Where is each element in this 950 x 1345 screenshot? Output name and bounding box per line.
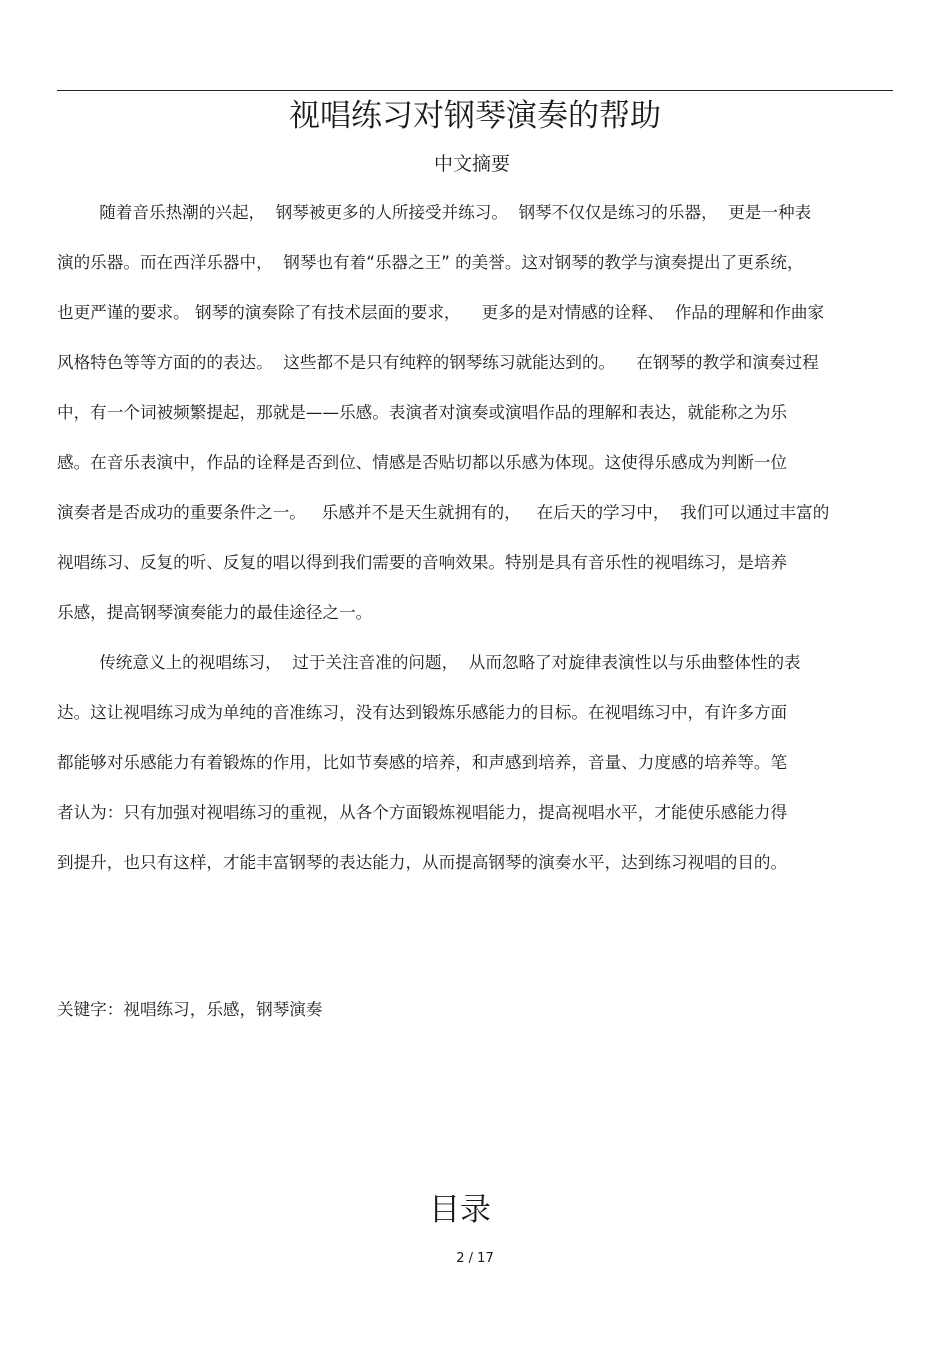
text-line: 随着音乐热潮的兴起， 钢琴被更多的人所接受并练习。 钢琴不仅仅是练习的乐器， 更是一种表 [57,203,812,222]
text-line: 演的乐器。而在西洋乐器中， 钢琴也有着“乐器之王” 的美誉。这对钢琴的教学与演奏提出了更系统， [57,253,804,272]
text-line: 传统意义上的视唱练习， 过于关注音准的问题， 从而忽略了对旋律表演性以与乐曲整体性的表 [57,653,801,672]
text-line: 感。在音乐表演中，作品的诠释是否到位、情感是否贴切都以乐感为体现。这使得乐感成为判断一位 [57,453,788,472]
page-number: 2 / 17 [456,1251,494,1266]
text-line: 演奏者是否成功的重要条件之一。 乐感并不是天生就拥有的， 在后天的学习中， 我们可以通过丰富的 [57,503,830,522]
abstract-heading: 中文摘要 [433,153,510,175]
text-line: 也更严谨的要求。 钢琴的演奏除了有技术层面的要求， 更多的是对情感的诠释、 作品的理解和作曲家 [57,303,825,322]
text-line: 视唱练习、反复的听、反复的唱以得到我们需要的音响效果。特别是具有音乐性的视唱练习，是培养 [57,553,788,572]
text-line: 乐感，提高钢琴演奏能力的最佳途径之一。 [57,603,373,622]
text-line: 到提升，也只有这样，才能丰富钢琴的表达能力，从而提高钢琴的演奏水平，达到练习视唱的目的。 [57,853,788,872]
text-line: 风格特色等等方面的的表达。 这些都不是只有纯粹的钢琴练习就能达到的。 在钢琴的教学和演奏过程 [57,353,819,372]
text-line: 者认为：只有加强对视唱练习的重视，从各个方面锻炼视唱能力，提高视唱水平，才能使乐感能力得 [57,803,788,822]
text-line: 都能够对乐感能力有着锻炼的作用，比如节奏感的培养，和声感到培养，音量、力度感的培养等。笔 [57,753,788,772]
document-title: 视唱练习对钢琴演奏的帮助 [289,98,661,134]
toc-heading: 目录 [429,1192,491,1228]
text-line: 达。这让视唱练习成为单纯的音准练习，没有达到锻炼乐感能力的目标。在视唱练习中，有许多方面 [57,703,788,722]
keywords-line: 关键字：视唱练习，乐感，钢琴演奏 [57,1000,323,1019]
header-rule [57,90,893,91]
text-line: 中，有一个词被频繁提起，那就是——乐感。表演者对演奏或演唱作品的理解和表达，就能称之为乐 [57,403,788,422]
